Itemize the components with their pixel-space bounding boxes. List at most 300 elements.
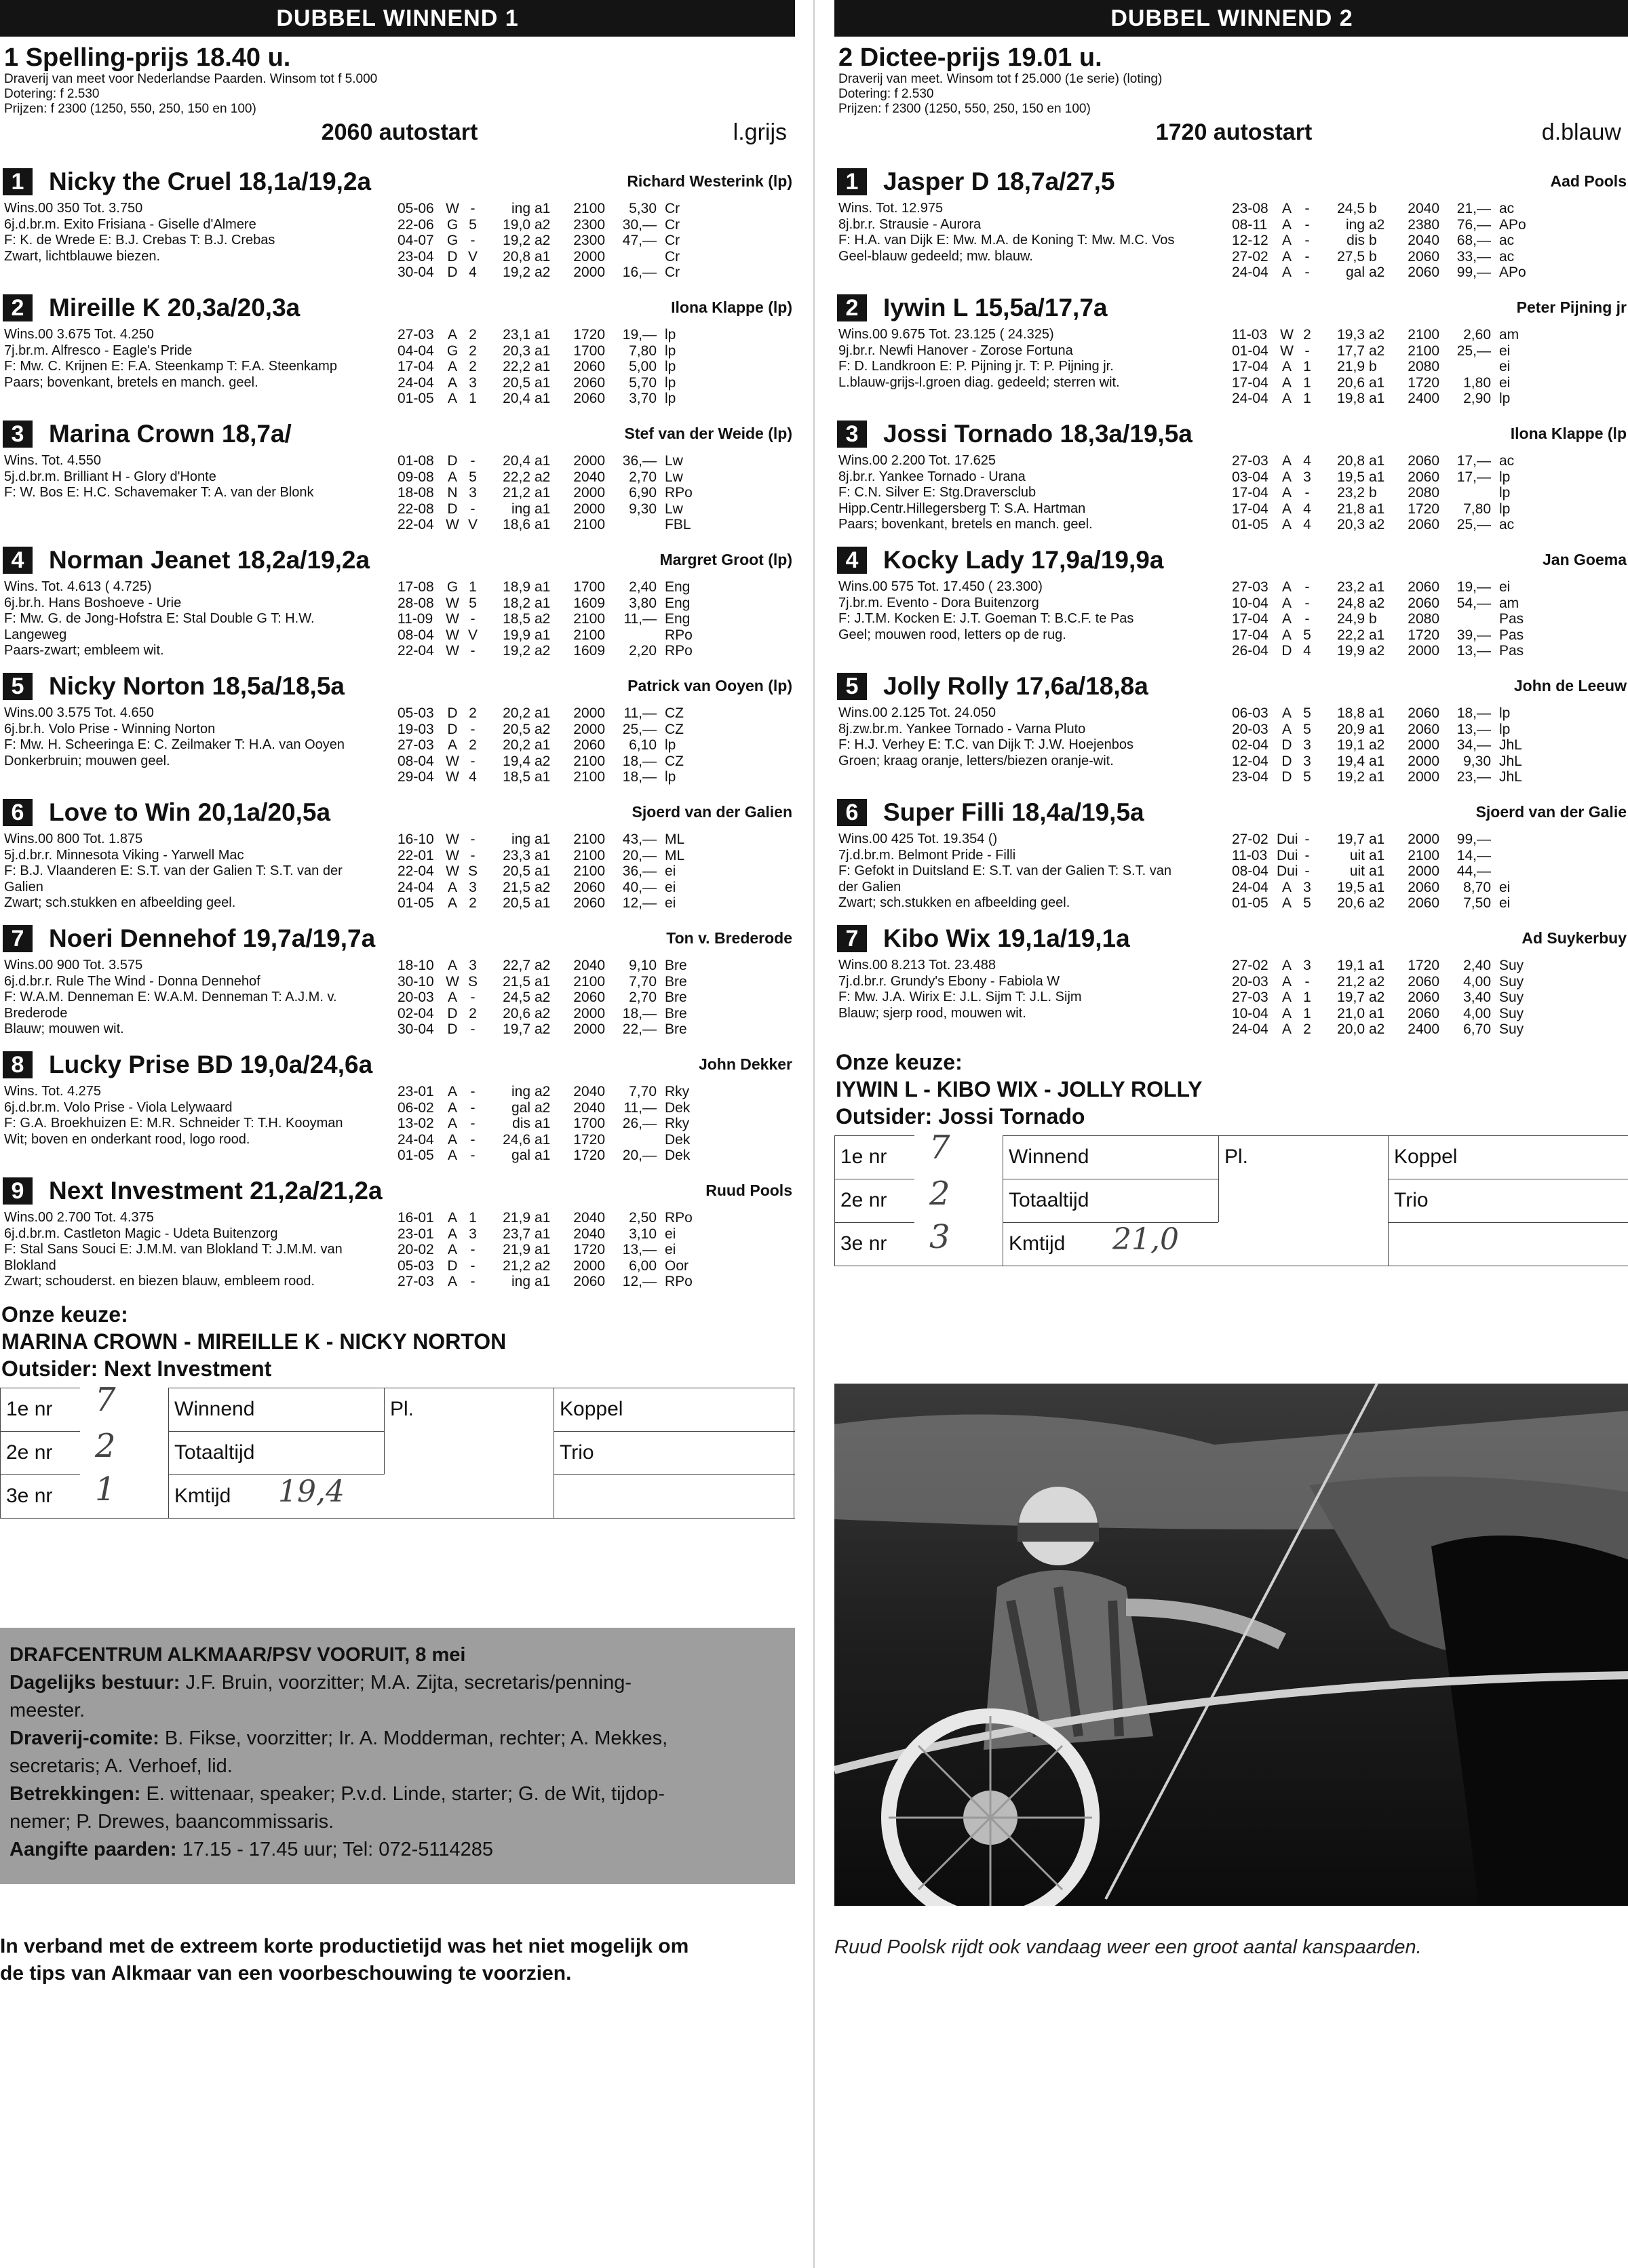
horse-name: Jolly Rolly 17,6a/18,8a — [883, 672, 1148, 700]
race-distance: 2060 — [1408, 973, 1439, 990]
club-info-box — [0, 1628, 795, 1884]
start-code: a1 — [535, 1242, 551, 1257]
race-date: 27-03 — [1232, 453, 1268, 469]
track-code: N — [447, 485, 458, 501]
trainer-code: Suy — [1499, 990, 1524, 1005]
horse-info — [3, 1084, 389, 1164]
payout: 43,— — [622, 832, 657, 847]
placing: - — [1304, 233, 1310, 248]
race-color: d.blauw — [1541, 119, 1621, 145]
trio-cell[interactable] — [1388, 1179, 1628, 1222]
km-time: 20,3 — [503, 343, 530, 359]
race-date: 16-10 — [398, 832, 434, 847]
horse-entry — [834, 418, 1628, 544]
race-distance: 2380 — [1408, 216, 1439, 233]
totaaltijd-cell[interactable] — [168, 1431, 384, 1474]
track-code: W — [446, 627, 459, 643]
race-date: 27-02 — [1232, 958, 1268, 973]
horse-info-line: F: Mw. C. Krijnen E: F.A. Steenkamp T: F.A. Steenkamp — [4, 359, 337, 374]
horse-name: Mireille K 20,3a/20,3a — [49, 294, 301, 321]
start-number: 2 — [837, 294, 867, 321]
race-date: 23-04 — [398, 248, 434, 265]
km-time: 20,4 — [503, 453, 530, 469]
driver-name: Ilona Klappe (lp — [1510, 425, 1627, 442]
horse-name: Love to Win 20,1a/20,5a — [49, 798, 331, 826]
result-row — [398, 1242, 712, 1258]
recent-results — [398, 201, 712, 281]
second-nr-cell-label: 2e nr — [840, 1189, 887, 1211]
horse-name: Next Investment 21,2a/21,2a — [49, 1177, 383, 1205]
kmtijd-cell[interactable] — [1003, 1222, 1218, 1266]
recent-results — [398, 958, 712, 1038]
track-code: G — [446, 579, 459, 595]
place-cell[interactable] — [1218, 1135, 1388, 1222]
result-row — [398, 958, 712, 974]
trainer-code: RPo — [665, 643, 693, 659]
horse-info-line: Wins.00 8.213 Tot. 23.488 — [838, 958, 996, 973]
result-row — [398, 1116, 712, 1132]
track-code: D — [447, 248, 458, 265]
payout — [605, 249, 665, 265]
race-date: 02-04 — [1232, 737, 1268, 753]
race-distance: 1700 — [573, 1116, 605, 1131]
km-time: 20,5 — [503, 374, 530, 391]
driver-name: Jan Goema — [1543, 551, 1627, 568]
winnend-cell-label: Winnend — [1009, 1146, 1089, 1168]
race-distance: 1720 — [1408, 958, 1439, 973]
placing: - — [470, 501, 476, 517]
result-row — [398, 737, 712, 754]
km-time: ing — [511, 201, 530, 216]
race-date: 04-04 — [398, 343, 434, 359]
horse-name: Marina Crown 18,7a/ — [49, 420, 292, 448]
track-code: W — [446, 201, 459, 216]
trainer-code: lp — [1499, 469, 1511, 485]
trainer-code: RPo — [665, 627, 693, 643]
horse-info — [3, 453, 389, 533]
payout: 4,00 — [1463, 973, 1491, 990]
track-code: A — [447, 895, 457, 911]
horse-info-line: 6j.br.h. Hans Boshoeve - Urie — [4, 595, 182, 610]
koppel-cell[interactable] — [1388, 1135, 1628, 1179]
start-code: a2 — [1369, 737, 1385, 753]
placing: 3 — [1303, 879, 1311, 895]
race-title: 2 Dictee-prijs 19.01 u. — [838, 43, 1102, 72]
driver-name: John Dekker — [698, 1055, 792, 1073]
result-row — [1232, 880, 1547, 896]
track-code: A — [1281, 374, 1292, 391]
trainer-code: lp — [665, 327, 676, 343]
payout: 2,40 — [1463, 958, 1491, 973]
placing: 4 — [1303, 517, 1311, 532]
km-time: 18,6 — [503, 517, 530, 532]
start-code: a1 — [1369, 769, 1385, 785]
kmtijd-cell[interactable] — [168, 1474, 384, 1518]
track-code: W — [446, 769, 459, 785]
result-row — [1232, 1021, 1547, 1038]
payout: 11,— — [623, 705, 657, 721]
payout: 18,— — [622, 769, 657, 785]
start-code: a2 — [535, 1005, 551, 1021]
race-distance: 2040 — [573, 958, 605, 973]
result-row — [398, 848, 712, 864]
horse-info-line: Paars-zwart; embleem wit. — [4, 643, 164, 658]
totaaltijd-cell-label: Totaaltijd — [174, 1441, 255, 1464]
placing: 2 — [1303, 327, 1311, 343]
horse-info-line: Galien — [4, 879, 43, 895]
horse-info-line: 8j.br.r. Yankee Tornado - Urana — [838, 469, 1026, 484]
trainer-code: Suy — [1499, 1021, 1524, 1037]
km-time: 21,8 — [1337, 501, 1365, 517]
horse-info — [837, 832, 1224, 912]
start-code: a1 — [535, 737, 551, 753]
start-number: 6 — [837, 799, 867, 826]
choice-title: Onze keuze: — [1, 1302, 128, 1327]
start-code: a1 — [535, 343, 551, 359]
placing: - — [470, 753, 476, 769]
winnend-cell[interactable] — [1003, 1135, 1218, 1179]
start-code: a2 — [1369, 643, 1385, 659]
race-date: 24-04 — [1232, 879, 1268, 895]
horse-info — [837, 958, 1224, 1038]
race-date: 12-04 — [1232, 753, 1268, 769]
race-date: 27-03 — [398, 737, 434, 753]
committee-label: Draverij-comite: — [9, 1727, 159, 1749]
track-code: A — [447, 1084, 457, 1099]
race-date: 27-03 — [398, 1274, 434, 1289]
track-code: A — [447, 1242, 457, 1257]
race-date: 26-04 — [1232, 643, 1268, 659]
trainer-code: ei — [1499, 359, 1511, 374]
placing: 2 — [469, 737, 477, 753]
track-code: A — [447, 374, 457, 391]
horse-info-line: F: Gefokt in Duitsland E: S.T. van der Galien T: S.T. van — [838, 863, 1171, 878]
start-code: a2 — [1369, 973, 1385, 990]
recent-results — [398, 705, 712, 785]
race-distance: 2060 — [1408, 721, 1439, 737]
placing: 1 — [1303, 359, 1311, 374]
placing: - — [470, 453, 476, 469]
horse-info-line: Wins.00 9.675 Tot. 23.125 ( 24.325) — [838, 327, 1054, 342]
trainer-code: Bre — [665, 990, 687, 1005]
driver-name: Aad Pools — [1550, 172, 1627, 190]
placing: 5 — [1303, 721, 1311, 737]
start-number: 4 — [3, 547, 33, 574]
handwritten-kmtijd: 19,4 — [278, 1474, 345, 1509]
race-distance: 2000 — [573, 453, 605, 469]
horse-info — [837, 705, 1224, 785]
placing: - — [470, 233, 476, 248]
race-date: 17-08 — [398, 579, 434, 595]
race-date: 23-08 — [1232, 201, 1268, 216]
result-row — [1232, 233, 1547, 249]
driver-name: Patrick van Ooyen (lp) — [627, 677, 792, 695]
third-nr-cell[interactable] — [834, 1222, 914, 1266]
track-code: G — [446, 343, 459, 359]
trainer-code: lp — [665, 737, 676, 753]
recent-results — [1232, 453, 1547, 533]
race-date: 13-02 — [398, 1116, 434, 1131]
race-date: 22-04 — [398, 517, 434, 532]
start-code: a1 — [535, 453, 551, 469]
track-code: W — [446, 973, 459, 990]
start-code: a2 — [535, 216, 551, 233]
km-time: 23,3 — [503, 847, 530, 863]
recent-results — [1232, 579, 1547, 659]
race-distance: 1720 — [573, 1131, 605, 1148]
race-distance: 1720 — [573, 327, 605, 343]
race-distance: 2000 — [573, 1021, 605, 1037]
race-date: 02-04 — [398, 1005, 434, 1021]
start-code: a2 — [1369, 517, 1385, 532]
race-distance: 2060 — [573, 1274, 605, 1289]
result-row — [1232, 327, 1547, 343]
start-code: a1 — [535, 374, 551, 391]
placing: 2 — [469, 359, 477, 374]
result-row — [1232, 895, 1547, 912]
horse-info-line: Wins.00 3.575 Tot. 4.650 — [4, 705, 154, 720]
placing: 1 — [1303, 391, 1311, 406]
driver-name: Sjoerd van der Galie — [1475, 803, 1627, 821]
track-code: Dui — [1277, 832, 1298, 847]
horse-info-line: Blauw; sjerp rood, mouwen wit. — [838, 1005, 1026, 1021]
race-distance: 1609 — [573, 595, 605, 611]
horse-name: Lucky Prise BD 19,0a/24,6a — [49, 1051, 373, 1078]
start-code: a2 — [535, 265, 551, 280]
trainer-code: Suy — [1499, 958, 1524, 973]
trainer-code: Lw — [665, 501, 683, 517]
race-date: 29-04 — [398, 769, 434, 785]
trainer-code: lp — [1499, 391, 1511, 406]
payout: 19,— — [1456, 579, 1491, 595]
km-time: 20,0 — [1337, 1021, 1365, 1037]
result-row — [398, 705, 712, 722]
start-code: a2 — [535, 233, 551, 248]
km-time: 21,9 — [1337, 359, 1365, 374]
tip-form[interactable] — [0, 1381, 795, 1521]
trainer-code: lp — [665, 374, 676, 391]
result-row — [1232, 705, 1547, 722]
result-row — [398, 1084, 712, 1100]
track-code: A — [1281, 216, 1292, 233]
horse-info-line: Wins.00 575 Tot. 17.450 ( 23.300) — [838, 579, 1043, 594]
committee-text-cont: secretaris; A. Verhoef, lid. — [9, 1755, 233, 1777]
result-row — [398, 391, 712, 407]
payout: 4,00 — [1463, 1005, 1491, 1021]
payout: 25,— — [1456, 343, 1491, 359]
trainer-code — [1499, 832, 1547, 848]
note-line: In verband met de extreem korte productietijd was het niet mogelijk om — [0, 1935, 689, 1957]
race-date: 19-03 — [398, 721, 434, 737]
trainer-code: ei — [665, 879, 676, 895]
trainer-code: CZ — [665, 721, 684, 737]
race-distance: 2400 — [1408, 391, 1439, 406]
race-date: 05-06 — [398, 201, 434, 216]
start-number: 1 — [3, 168, 33, 195]
horse-info-line: Hipp.Centr.Hillegersberg T: S.A. Hartman — [838, 501, 1086, 516]
horse-info-line: F: Stal Sans Souci E: J.M.M. van Blokland T: J.M.M. van — [4, 1242, 343, 1257]
km-time: 18,2 — [503, 595, 530, 611]
track-code: W — [446, 847, 459, 863]
second-nr-cell[interactable] — [0, 1431, 80, 1474]
first-nr-cell[interactable] — [834, 1135, 914, 1179]
start-code: a1 — [1369, 374, 1385, 391]
start-number: 7 — [837, 925, 867, 952]
entries-text: 17.15 - 17.45 uur; Tel: 072-5114285 — [176, 1839, 494, 1860]
race-date: 11-03 — [1232, 327, 1268, 343]
payout: 3,10 — [629, 1226, 657, 1242]
race-date: 23-04 — [1232, 769, 1268, 785]
race-distance: 2000 — [1408, 832, 1439, 847]
production-note — [0, 1933, 795, 1987]
horse-info-line: Paars; bovenkant, bretels en manch. geel. — [4, 374, 258, 390]
race-date: 22-06 — [398, 216, 434, 233]
horse-name: Nicky the Cruel 18,1a/19,2a — [49, 168, 372, 195]
first-nr-cell[interactable] — [0, 1388, 80, 1431]
placing: 3 — [469, 958, 477, 973]
koppel-cell[interactable] — [554, 1388, 795, 1431]
result-row — [398, 359, 712, 375]
horse-info-line: 7j.br.m. Alfresco - Eagle's Pride — [4, 343, 193, 358]
result-row — [1232, 627, 1547, 644]
km-time: uit — [1349, 847, 1365, 863]
horse-info-line: F: W.A.M. Denneman E: W.A.M. Denneman T: A.J.M. v. — [4, 990, 337, 1004]
payout: 44,— — [1456, 863, 1491, 879]
start-code: a1 — [535, 1131, 551, 1148]
column-divider — [813, 0, 815, 2268]
choice-outsider: Outsider: Next Investment — [1, 1356, 272, 1381]
km-time: 19,9 — [503, 627, 530, 643]
result-row — [398, 375, 712, 391]
horse-info-line: Wins.00 900 Tot. 3.575 — [4, 958, 143, 973]
payout — [605, 517, 665, 533]
result-row — [398, 880, 712, 896]
payout — [1439, 485, 1499, 501]
totaaltijd-cell[interactable] — [1003, 1179, 1218, 1222]
third-nr-cell[interactable] — [0, 1474, 80, 1518]
race-distance: 2100 — [573, 863, 605, 879]
recent-results — [398, 327, 712, 407]
horse-info-line: F: C.N. Silver E: Stg.Draversclub — [838, 485, 1036, 500]
trainer-code: Oor — [665, 1257, 689, 1274]
payout: 9,30 — [1463, 753, 1491, 769]
payout: 36,— — [622, 863, 657, 879]
board-label: Dagelijks bestuur: — [9, 1672, 180, 1694]
placing: 5 — [469, 216, 477, 233]
trio-cell-label: Trio — [560, 1441, 594, 1464]
choice-pick: IYWIN L - KIBO WIX - JOLLY ROLLY — [836, 1077, 1203, 1101]
race-header — [0, 37, 795, 149]
placing: - — [1304, 201, 1310, 216]
horse-info-line: F: B.J. Vlaanderen E: S.T. van der Galien T: S.T. van der — [4, 863, 343, 878]
track-code: A — [447, 1116, 457, 1131]
start-code: a1 — [1369, 721, 1385, 737]
payout: 12,— — [622, 1274, 657, 1289]
race-date: 24-04 — [398, 879, 434, 895]
payout — [605, 1132, 665, 1148]
placing: 1 — [469, 579, 477, 595]
race-distance: 2040 — [573, 1226, 605, 1242]
track-code: A — [1281, 705, 1292, 721]
horse-info-line: Wins.00 2.700 Tot. 4.375 — [4, 1210, 154, 1225]
horse-name: Norman Jeanet 18,2a/19,2a — [49, 546, 370, 574]
race-distance: 2300 — [573, 233, 605, 248]
track-code: W — [446, 595, 459, 611]
trio-cell[interactable] — [554, 1431, 795, 1474]
race-date: 22-04 — [398, 863, 434, 879]
start-code: a1 — [535, 391, 551, 406]
entries-label: Aangifte paarden: — [9, 1839, 177, 1860]
race-date: 28-08 — [398, 595, 434, 611]
race-distance: 2100 — [1408, 343, 1439, 359]
result-row — [398, 265, 712, 281]
payout: 99,— — [1456, 832, 1491, 847]
result-row — [1232, 848, 1547, 864]
track-code: A — [1281, 579, 1292, 595]
race-distance: 2100 — [573, 973, 605, 990]
horse-info-line: Wins. Tot. 4.550 — [4, 453, 102, 468]
race-date: 23-01 — [398, 1226, 434, 1242]
horse-info-line: Wins.00 3.675 Tot. 4.250 — [4, 327, 154, 342]
totaaltijd-cell-label: Totaaltijd — [1009, 1189, 1089, 1211]
race-distance: 2000 — [573, 1005, 605, 1021]
result-row — [1232, 1006, 1547, 1022]
km-time: 19,4 — [503, 753, 530, 769]
horse-entry — [0, 418, 795, 544]
horse-info-line: Blauw; mouwen wit. — [4, 1021, 124, 1036]
winnend-cell-label: Winnend — [174, 1398, 255, 1420]
race-distance: 1700 — [573, 579, 605, 595]
placing: 4 — [1303, 501, 1311, 517]
kmtijd-cell-label: Kmtijd — [174, 1485, 231, 1507]
trainer-code: ei — [665, 1242, 676, 1257]
start-code: b — [1369, 485, 1377, 501]
payout: 20,— — [622, 847, 657, 863]
horse-info — [837, 453, 1224, 533]
placing: 5 — [1303, 627, 1311, 643]
km-time: 21,5 — [503, 973, 530, 990]
race-distance: 2100 — [1408, 847, 1439, 863]
tip-form[interactable] — [834, 1129, 1628, 1268]
start-code: a1 — [1369, 391, 1385, 406]
placing: 3 — [469, 1226, 477, 1242]
track-code: D — [1281, 769, 1292, 785]
result-row — [1232, 469, 1547, 486]
track-code: D — [447, 721, 458, 737]
start-code: a2 — [1369, 895, 1385, 911]
payout: 19,— — [622, 327, 657, 343]
winnend-cell[interactable] — [168, 1388, 384, 1431]
race-distance: 2040 — [573, 1099, 605, 1116]
placing: 2 — [469, 1005, 477, 1021]
horse-info-line: 5j.d.br.r. Minnesota Viking - Yarwell Mac — [4, 847, 244, 863]
result-row — [1232, 579, 1547, 595]
km-time: 19,7 — [1337, 990, 1365, 1005]
horse-entry — [834, 292, 1628, 418]
place-cell-label: Pl. — [390, 1398, 414, 1420]
trainer-code: ac — [1499, 453, 1515, 469]
placing: - — [470, 990, 476, 1005]
track-code: A — [1281, 721, 1292, 737]
race-date: 17-04 — [1232, 359, 1268, 374]
horse-info-line: F: K. de Wrede E: B.J. Crebas T: B.J. Crebas — [4, 233, 275, 248]
second-nr-cell[interactable] — [834, 1179, 914, 1222]
placing: 4 — [469, 769, 477, 785]
place-cell[interactable] — [384, 1388, 554, 1474]
officials-text: E. wittenaar, speaker; P.v.d. Linde, starter; G. de Wit, tijdop- — [140, 1783, 665, 1805]
km-time: 18,8 — [1337, 705, 1365, 721]
race-distance: 2000 — [573, 721, 605, 737]
